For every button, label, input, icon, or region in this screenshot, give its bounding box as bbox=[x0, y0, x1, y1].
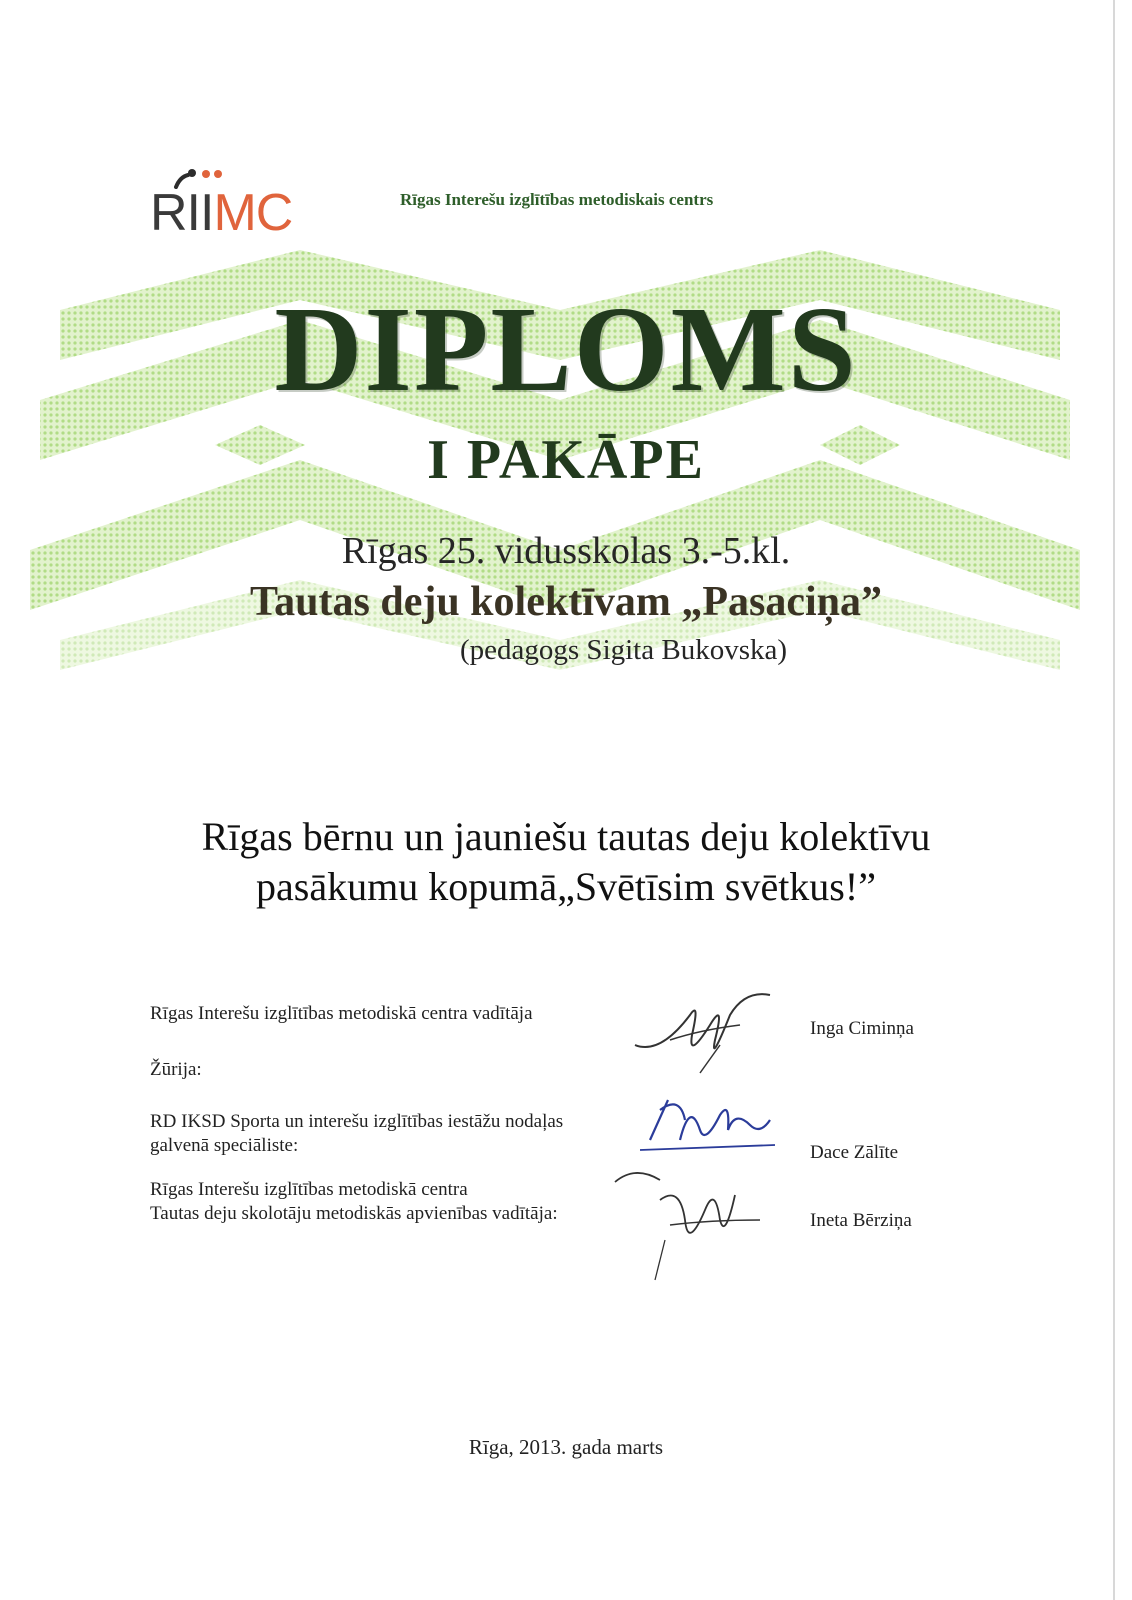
specialist-role-line-1: RD IKSD Sporta un interešu izglītības iestāžu nodaļas bbox=[150, 1111, 564, 1132]
specialist-name: Dace Zālīte bbox=[810, 1142, 899, 1163]
event-line-2: pasākumu kopumā„Svētīsim svētkus!” bbox=[256, 864, 876, 909]
specialist-role bbox=[150, 1110, 563, 1158]
organization-name: Rīgas Interešu izglītības metodiskais centrs bbox=[400, 190, 714, 209]
head-role bbox=[150, 1178, 558, 1226]
place-and-date: Rīga, 2013. gada marts bbox=[468, 1435, 664, 1459]
logo-text-ri: RII bbox=[150, 184, 214, 242]
scan-edge-line bbox=[1113, 0, 1115, 1600]
director-name: Inga Ciminņa bbox=[810, 1018, 914, 1039]
specialist-role-line-2: galvenā speciāliste: bbox=[150, 1135, 299, 1156]
jury-label: Žūrija: bbox=[150, 1059, 202, 1080]
diploma-degree: I PAKĀPE bbox=[427, 429, 705, 491]
head-role-line-1: Rīgas Interešu izglītības metodiskā centra bbox=[150, 1179, 468, 1200]
head-role-line-2: Tautas deju skolotāju metodiskās apvienības vadītāja: bbox=[150, 1203, 558, 1224]
recipient-school: Rīgas 25. vidusskolas 3.-5.kl. bbox=[341, 530, 791, 572]
director-signature-icon bbox=[630, 985, 780, 1075]
event-description bbox=[0, 812, 1132, 912]
diploma-title: DIPLOMS bbox=[274, 282, 858, 417]
specialist-signature-icon bbox=[640, 1090, 780, 1160]
pedagogue-note: (pedagogs Sigita Bukovska) bbox=[460, 634, 788, 666]
logo-wordmark bbox=[150, 185, 292, 241]
logo-text-mc: MC bbox=[213, 184, 293, 242]
event-line-1: Rīgas bērnu un jauniešu tautas deju kolektīvu bbox=[201, 814, 931, 859]
recipient-collective: Tautas deju kolektīvam „Pasaciņa” bbox=[249, 579, 883, 625]
head-signature-icon bbox=[610, 1160, 770, 1290]
head-name: Ineta Bērziņa bbox=[810, 1210, 912, 1231]
riimc-logo bbox=[150, 165, 320, 245]
director-role: Rīgas Interešu izglītības metodiskā centra vadītāja bbox=[150, 1003, 533, 1024]
